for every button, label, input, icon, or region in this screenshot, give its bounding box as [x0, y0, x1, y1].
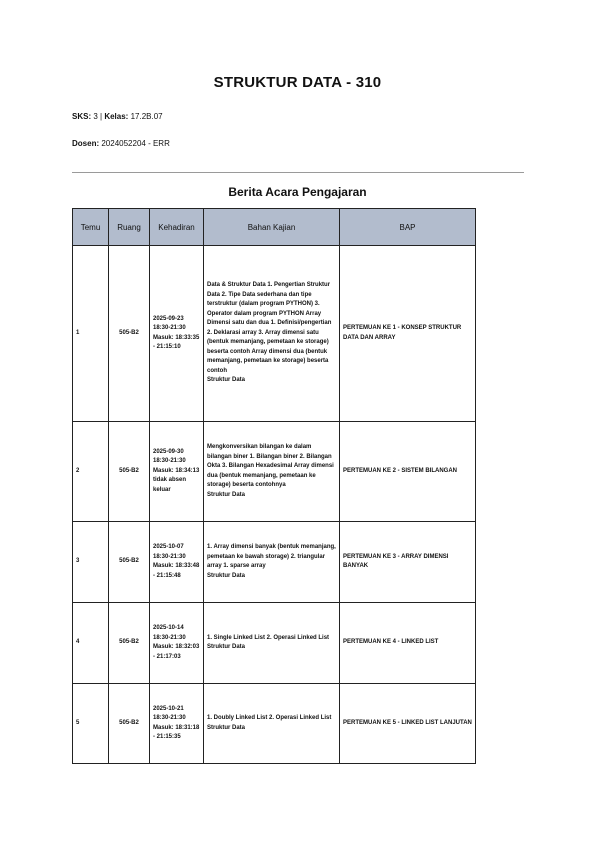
table-row: [73, 422, 476, 522]
bahan-kajian-course: Struktur Data: [207, 724, 246, 731]
cell-temu: 2: [73, 422, 109, 522]
dosen-value: 2024052204 - ERR: [99, 139, 170, 148]
cell-bahan-kajian: [204, 603, 340, 684]
cell-ruang: 505-B2: [109, 522, 150, 603]
header-bap: BAP: [340, 209, 476, 246]
cell-ruang: 505-B2: [109, 246, 150, 422]
cell-bap: PERTEMUAN KE 5 - LINKED LIST LANJUTAN: [340, 684, 476, 764]
cell-bap: PERTEMUAN KE 2 - SISTEM BILANGAN: [340, 422, 476, 522]
lecturer-meta: [72, 139, 170, 148]
page-title: STRUKTUR DATA - 310: [213, 74, 382, 91]
bahan-kajian-course: Struktur Data: [207, 644, 246, 650]
cell-bahan-kajian: [204, 522, 340, 603]
cell-temu: 4: [73, 603, 109, 684]
cell-kehadiran: 2025-10-07 18:30-21:30 Masuk: 18:33:48 - 21:15:48: [150, 522, 204, 603]
table-row: [73, 522, 476, 603]
table-row: [73, 603, 476, 684]
cell-bap: PERTEMUAN KE 4 - LINKED LIST: [340, 603, 476, 684]
dosen-label: Dosen:: [72, 139, 100, 148]
sks-value: 3 |: [91, 112, 105, 121]
bahan-kajian-text: 1. Array dimensi banyak (bentuk memanjang, pemetaan ke bawah storage) 2. triangular array 1. sparse array: [207, 544, 336, 569]
table-header-row: [73, 209, 476, 246]
bahan-kajian-course: Struktur Data: [207, 491, 246, 498]
cell-ruang: 505-B2: [109, 422, 150, 522]
bahan-kajian-text: Mengkonversikan bilangan ke dalam bilangan biner 1. Bilangan biner 2. Bilangan Okta 3. Bilangan Hexadesimal Array dimensi dua (bentuk memanjang, pemetaan ke storage) beserta contohnya: [207, 444, 334, 488]
cell-kehadiran: 2025-10-21 18:30-21:30 Masuk: 18:31:18 - 21:15:35: [150, 684, 204, 764]
header-bahan-kajian: Bahan Kajian: [204, 209, 340, 246]
bahan-kajian-course: Struktur Data: [207, 377, 246, 384]
cell-kehadiran: 2025-10-14 18:30-21:30 Masuk: 18:32:03 - 21:17:03: [150, 603, 204, 684]
header-ruang: Ruang: [109, 209, 150, 246]
course-meta: [72, 112, 163, 121]
cell-bahan-kajian: [204, 684, 340, 764]
bahan-kajian-course: Struktur Data: [207, 572, 246, 579]
cell-bahan-kajian: [204, 246, 340, 422]
cell-kehadiran: 2025-09-23 18:30-21:30 Masuk: 18:33:35 - 21:15:10: [150, 246, 204, 422]
header-temu: Temu: [73, 209, 109, 246]
cell-bap: PERTEMUAN KE 1 - KONSEP STRUKTUR DATA DAN ARRAY: [340, 246, 476, 422]
cell-ruang: 505-B2: [109, 603, 150, 684]
table-row: [73, 684, 476, 764]
bahan-kajian-text: Data & Struktur Data 1. Pengertian Struktur Data 2. Tipe Data sederhana dan tipe terstruktur (dalam program PYTHON) 3. Operator dalam program PYTHON Array Dimensi satu dan dua 1. Definisi/pengertian 2. Deklarasi array 3. Array dimensi satu (bentuk memanjang, pemetaan ke storage) beserta contoh Array dimensi dua (bentuk memanjang, pemetaan ke storage) beserta contoh: [207, 282, 332, 374]
bahan-kajian-text: 1. Single Linked List 2. Operasi Linked List: [207, 634, 330, 641]
bahan-kajian-text: 1. Doubly Linked List 2. Operasi Linked List: [207, 715, 332, 721]
divider: [72, 172, 524, 173]
cell-temu: 1: [73, 246, 109, 422]
cell-ruang: 505-B2: [109, 684, 150, 764]
teaching-report-table: [72, 208, 476, 764]
cell-bahan-kajian: [204, 422, 340, 522]
cell-bap: PERTEMUAN KE 3 - ARRAY DIMENSI BANYAK: [340, 522, 476, 603]
cell-temu: 5: [73, 684, 109, 764]
table-row: [73, 246, 476, 422]
cell-kehadiran: 2025-09-30 18:30-21:30 Masuk: 18:34:13 tidak absen keluar: [150, 422, 204, 522]
section-title: Berita Acara Pengajaran: [228, 185, 367, 199]
sks-label: SKS:: [72, 112, 92, 121]
kelas-value: 17.2B.07: [128, 112, 163, 121]
kelas-label: Kelas:: [104, 112, 129, 121]
header-kehadiran: Kehadiran: [150, 209, 204, 246]
cell-temu: 3: [73, 522, 109, 603]
